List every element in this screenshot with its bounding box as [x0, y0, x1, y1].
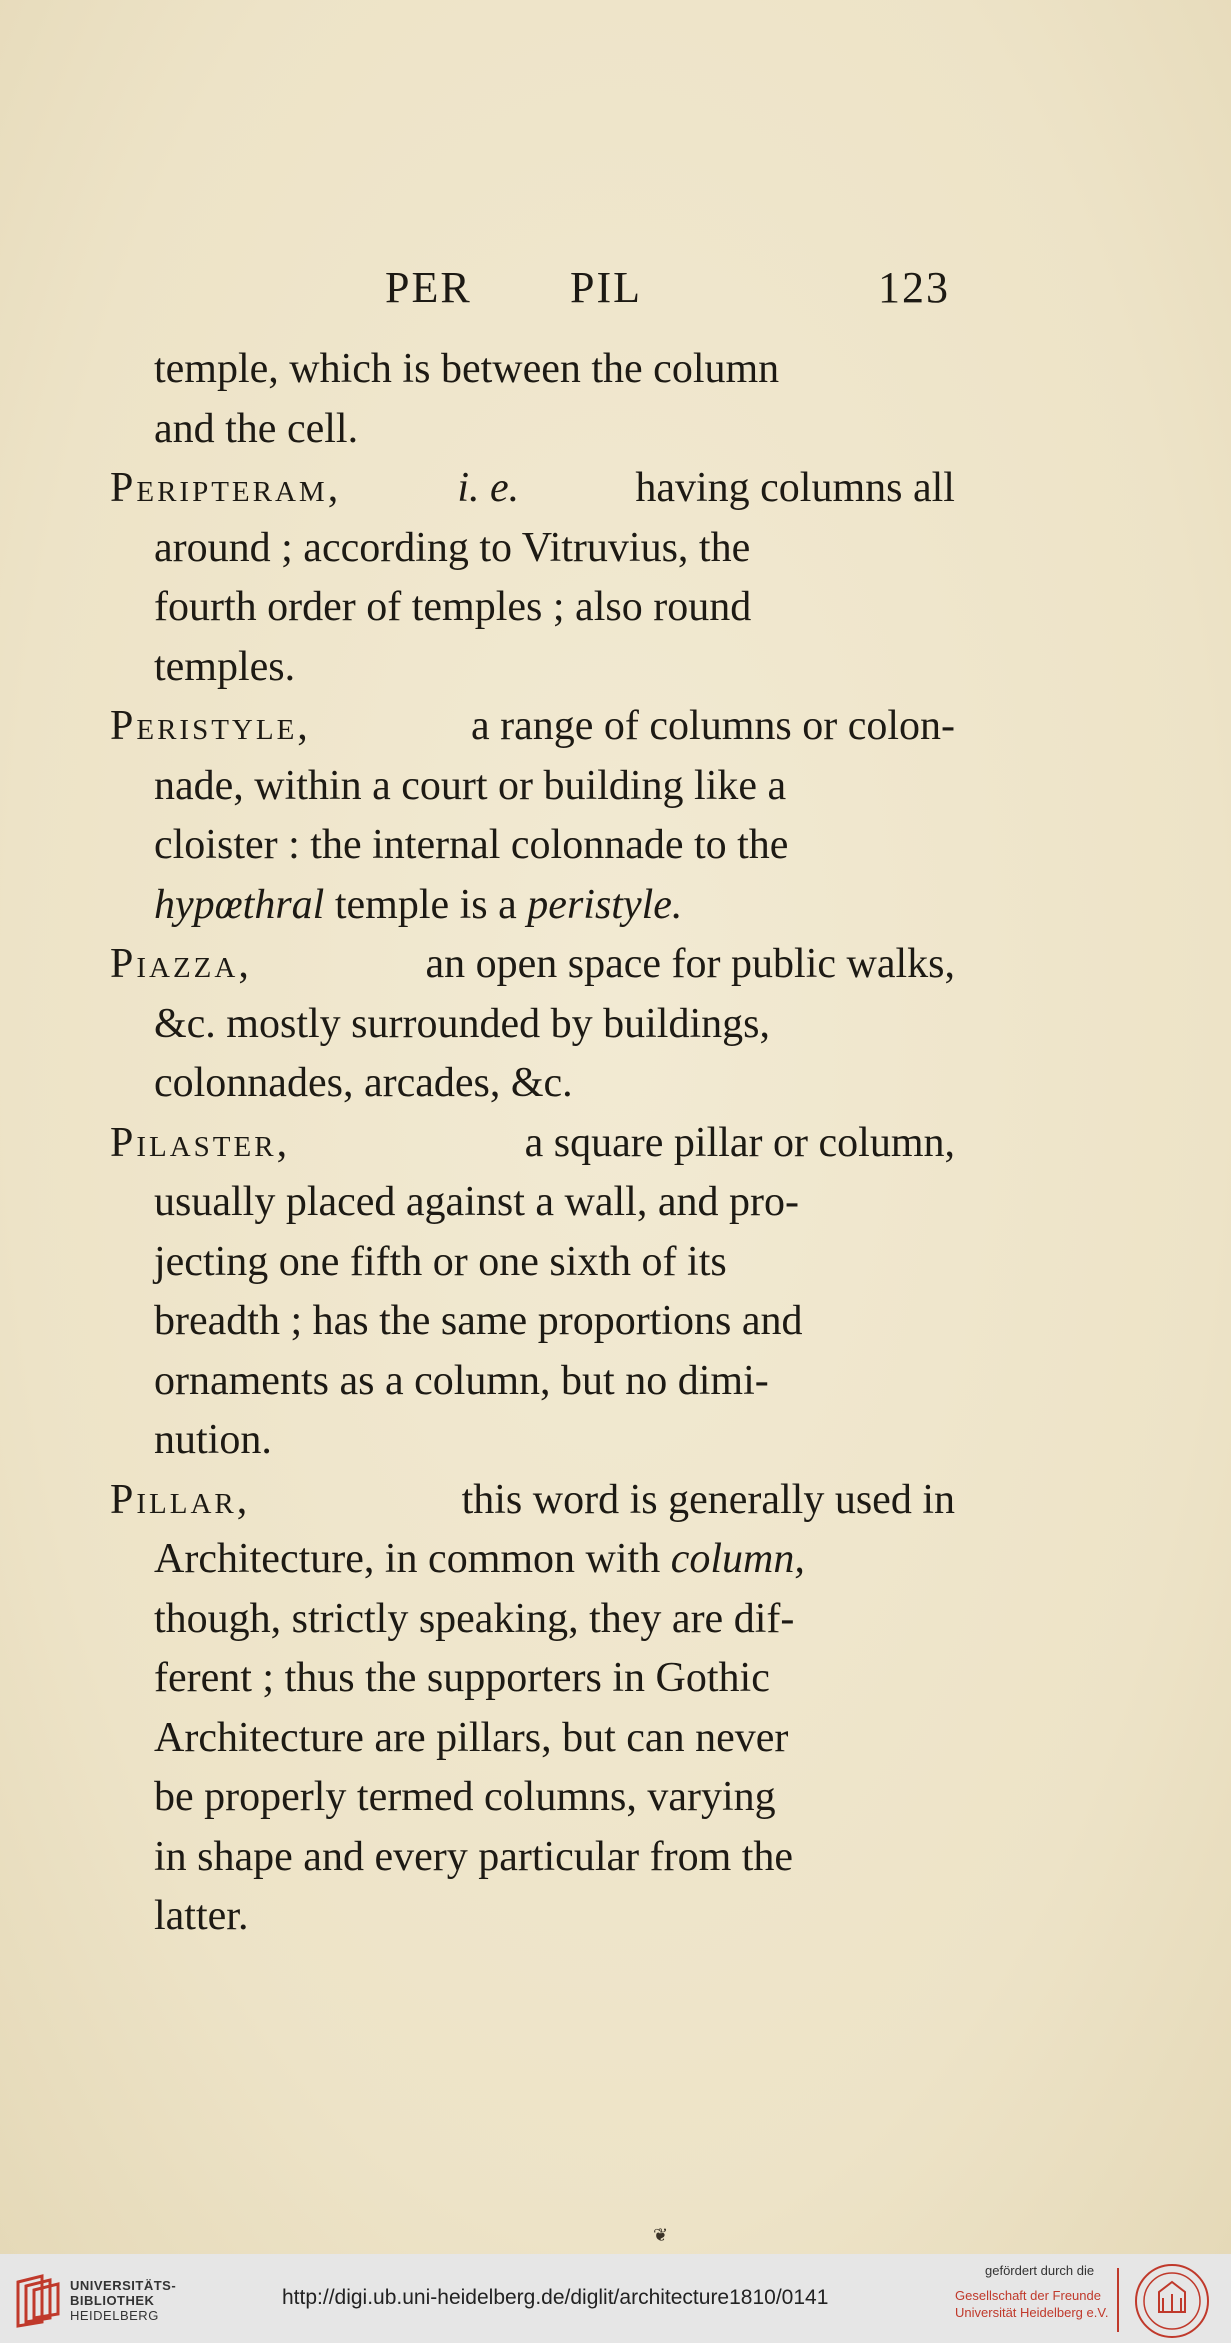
text-line: ornaments as a column, but no dimi- [154, 1357, 769, 1404]
italic-text: i. e. [457, 465, 520, 511]
entry-piazza [110, 935, 955, 995]
society-name: Universität Heidelberg e.V. [955, 2305, 1109, 2320]
headword: Pillar, [110, 1476, 251, 1523]
text-line: jecting one fifth or one sixth of its [154, 1238, 727, 1285]
funded-by-label: gefördert durch die [985, 2263, 1095, 2278]
text-span: a square pillar or column, [524, 1119, 955, 1166]
text-line: latter. [154, 1893, 249, 1939]
header-center: PIL [570, 263, 642, 312]
entry-peristyle [110, 697, 955, 757]
headword: Peripteram, [110, 465, 342, 511]
italic-text: peristyle. [527, 881, 683, 928]
library-name [70, 2278, 176, 2323]
sponsor-text [955, 2262, 1108, 2321]
entry-peripteram [110, 459, 955, 519]
text-line: nade, within a court or building like a [154, 762, 787, 809]
printer-ornament: ❦ [653, 2225, 669, 2246]
text-span: a range of columns or colon- [470, 703, 955, 749]
text-line [110, 1530, 955, 1590]
entry-pillar [110, 1471, 955, 1531]
entry-pilaster [110, 1114, 955, 1174]
text-span: an open space for public walks, [425, 941, 955, 987]
headword: Peristyle, [110, 703, 311, 749]
text-line: and the cell. [154, 405, 359, 452]
text-span: this word is generally used in [461, 1476, 955, 1523]
text-span: having columns all [635, 465, 955, 511]
text-line: ferent ; thus the supporters in Gothic [154, 1655, 770, 1701]
divider [1117, 2268, 1119, 2332]
text-line: nution. [154, 1417, 272, 1463]
text-line: in shape and every particular from the [154, 1833, 794, 1880]
library-name-line: HEIDELBERG [70, 2308, 159, 2323]
library-logo-icon [12, 2272, 64, 2328]
text-line [110, 876, 955, 936]
italic-text: hypœthral [154, 881, 325, 928]
text-line: &c. mostly surrounded by buildings, [154, 1000, 770, 1047]
library-name-line: UNIVERSITÄTS- [70, 2278, 177, 2293]
text-line: usually placed against a wall, and pro- [154, 1179, 799, 1225]
footer-bar [0, 2254, 1231, 2343]
text-line: cloister : the internal colonnade to the [154, 822, 789, 868]
permalink-url[interactable]: http://digi.ub.uni-heidelberg.de/diglit/architecture1810/0141 [282, 2286, 829, 2309]
headword: Pilaster, [110, 1119, 291, 1166]
running-header [150, 262, 950, 322]
text-line: temple, which is between the column [154, 346, 780, 392]
italic-text: column, [670, 1536, 805, 1582]
text-line: breadth ; has the same proportions and [154, 1298, 803, 1344]
text-line: Architecture are pillars, but can never [154, 1714, 789, 1761]
text-line: colonnades, arcades, &c. [154, 1060, 573, 1106]
text-line: around ; according to Vitruvius, the [154, 524, 751, 571]
library-name-line: BIBLIOTHEK [70, 2293, 155, 2308]
text-span: Architecture, in common with [154, 1536, 661, 1582]
headword: Piazza, [110, 941, 252, 987]
text-line: temples. [154, 643, 296, 690]
university-seal-icon [1133, 2262, 1211, 2340]
header-left: PER [385, 263, 472, 312]
society-name: Gesellschaft der Freunde [955, 2288, 1101, 2303]
page-number: 123 [878, 263, 950, 312]
text-line: be properly termed columns, varying [154, 1774, 776, 1820]
text-line: though, strictly speaking, they are dif- [154, 1595, 795, 1642]
page-body [110, 340, 955, 1947]
text-line: fourth order of temples ; also round [154, 584, 752, 630]
text-span: temple is a [334, 881, 517, 928]
